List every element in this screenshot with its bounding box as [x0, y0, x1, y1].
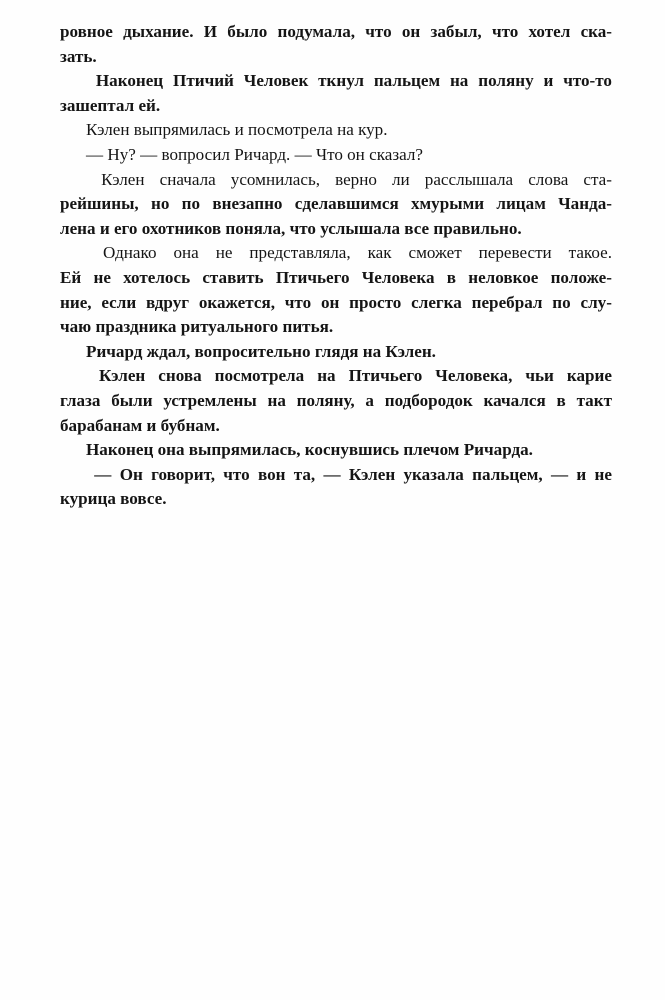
word: ли	[392, 169, 410, 189]
word: хотел	[528, 22, 571, 41]
text-line	[60, 438, 612, 463]
text-line	[60, 266, 612, 291]
word: указала	[403, 464, 464, 484]
word: такое.	[568, 243, 612, 263]
word: чьи	[525, 366, 554, 386]
word: представляла,	[249, 243, 351, 263]
text-line-content	[60, 364, 612, 389]
paragraph-indent	[60, 241, 86, 266]
word: глаза	[60, 390, 101, 410]
word: верно	[335, 169, 377, 189]
word: —	[550, 464, 569, 484]
word: что	[223, 464, 250, 484]
word: на	[317, 366, 336, 386]
text-line	[60, 143, 612, 168]
word: Человека	[361, 267, 435, 287]
text-line-content: чаю праздника ритуального питья.	[60, 317, 334, 337]
word: забыл,	[430, 22, 482, 41]
word: окажется,	[198, 292, 275, 312]
word: ставить	[202, 267, 264, 287]
text-line-content	[60, 241, 612, 266]
word: Однако	[102, 243, 157, 263]
word: что	[365, 22, 392, 41]
word: что-то	[563, 71, 612, 91]
word: ние,	[60, 292, 92, 312]
text-line	[60, 414, 612, 439]
word: сначала	[159, 169, 216, 189]
word: как	[367, 243, 392, 263]
text-line	[60, 192, 612, 217]
word: в	[446, 267, 456, 287]
word: рейшины,	[60, 194, 139, 214]
text-line-content	[60, 266, 612, 291]
text-line	[60, 463, 612, 488]
word: пальцем,	[472, 464, 543, 484]
text-line-content: зашептал ей.	[60, 95, 161, 115]
word: поляну,	[296, 390, 355, 410]
text-line	[60, 315, 612, 340]
word: были	[111, 390, 153, 410]
word: слегка	[411, 292, 462, 312]
word: перебрал	[471, 292, 543, 312]
text-line	[60, 69, 612, 94]
paragraph-indent	[60, 463, 86, 488]
word: а	[365, 390, 374, 410]
word: в	[556, 390, 566, 410]
word: лицам	[496, 194, 546, 214]
word: неловкое	[468, 267, 539, 287]
word: Кэлен	[348, 464, 396, 484]
text-line	[60, 241, 612, 266]
text-line-content	[60, 192, 612, 217]
word: ровное	[60, 22, 113, 41]
text-line	[60, 340, 612, 365]
text-line-content: — Ну? — вопросил Ричард. — Что он сказал?	[86, 144, 423, 164]
text-line	[60, 118, 612, 143]
text-line	[60, 217, 612, 242]
text-line-content: Ричард ждал, вопросительно глядя на Кэлен.	[86, 341, 436, 361]
word: —	[94, 464, 112, 484]
text-line	[60, 291, 612, 316]
word: внезапно	[212, 194, 283, 214]
text-line-content: лена и его охотников поняла, что услышала все правильно.	[60, 218, 522, 238]
word: усомнилась,	[230, 169, 321, 189]
text-line	[60, 389, 612, 414]
text-line-content: зать.	[60, 46, 97, 66]
text-line	[60, 20, 612, 45]
word: не	[594, 464, 612, 484]
text-line	[60, 487, 612, 512]
word: ткнул	[318, 71, 364, 91]
word: Птичьего	[275, 267, 350, 287]
word: слу-	[580, 292, 612, 312]
word: Человек	[243, 71, 309, 91]
word: и	[543, 71, 554, 91]
text-line-content	[60, 463, 612, 488]
word: Он	[119, 464, 143, 484]
text-line-content	[60, 20, 612, 45]
word: устремлены	[163, 390, 257, 410]
word: и	[576, 464, 587, 484]
word: карие	[566, 366, 612, 386]
text-line-content	[60, 389, 612, 414]
word: Кэлен	[99, 366, 146, 386]
word: Ей	[60, 267, 82, 287]
word: не	[215, 243, 233, 263]
text-line-content	[60, 291, 612, 316]
word: перевести	[478, 243, 552, 263]
text-line-content: курица вовсе.	[60, 489, 167, 509]
word: та,	[293, 464, 316, 484]
word: хотелось	[123, 267, 191, 287]
word: ста-	[583, 169, 612, 189]
word: он	[320, 292, 340, 312]
page-text-block	[60, 20, 612, 512]
word: подумала,	[277, 22, 356, 41]
word: по	[181, 194, 201, 214]
word: на	[449, 71, 469, 91]
word: просто	[349, 292, 402, 312]
word: хмурыми	[410, 194, 485, 214]
word: снова	[158, 366, 202, 386]
word: говорит,	[151, 464, 215, 484]
text-line	[60, 168, 612, 193]
text-line	[60, 364, 612, 389]
word: подбородок	[384, 390, 473, 410]
word: он	[401, 22, 421, 41]
word: качался	[483, 390, 546, 410]
text-line-content: Наконец она выпрямилась, коснувшись плечом Ричарда.	[86, 440, 533, 460]
paragraph-indent	[60, 168, 86, 193]
word: что	[284, 292, 312, 312]
word: Кэлен	[101, 169, 145, 189]
word: расслышала	[424, 169, 514, 189]
word: Человека,	[435, 366, 513, 386]
word: не	[93, 267, 111, 287]
word: положе-	[550, 267, 612, 287]
text-line	[60, 45, 612, 70]
word: Наконец	[95, 71, 164, 91]
word: Чанда-	[558, 194, 612, 214]
text-line-content	[60, 168, 612, 193]
word: что	[491, 22, 519, 41]
text-line	[60, 94, 612, 119]
word: —	[323, 464, 341, 484]
word: было	[227, 22, 268, 41]
text-line-content: барабанам и бубнам.	[60, 415, 220, 435]
word: ска-	[580, 22, 612, 41]
text-line-content: Кэлен выпрямилась и посмотрела на кур.	[86, 120, 388, 140]
word: вон	[257, 464, 286, 484]
word: она	[173, 243, 199, 263]
word: посмотрела	[214, 366, 305, 386]
word: слова	[528, 169, 569, 189]
word: сможет	[408, 243, 462, 263]
text-line-content	[60, 69, 612, 94]
word: вдруг	[145, 292, 190, 312]
word: на	[267, 390, 286, 410]
word: поляну	[478, 71, 534, 91]
word: по	[552, 292, 571, 312]
word: И	[203, 22, 218, 41]
word: Птичьего	[348, 366, 423, 386]
word: такт	[576, 390, 612, 410]
word: если	[101, 292, 137, 312]
word: Птичий	[173, 71, 234, 91]
word: но	[150, 194, 170, 214]
paragraph-indent	[60, 69, 86, 94]
word: сделавшимся	[294, 194, 399, 214]
paragraph-indent	[60, 364, 86, 389]
word: дыхание.	[123, 22, 194, 41]
word: пальцем	[373, 71, 441, 91]
